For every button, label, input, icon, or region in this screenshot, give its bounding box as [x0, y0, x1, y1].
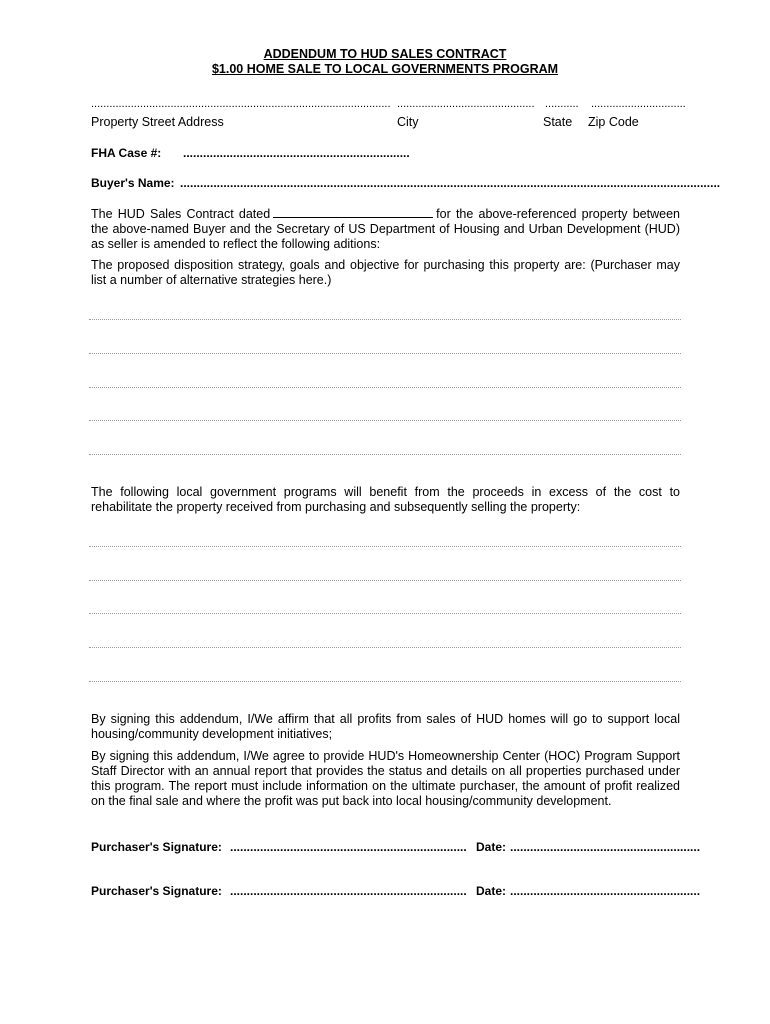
purchaser-signature-label: Purchaser's Signature:	[91, 840, 222, 854]
strategy-line[interactable]	[89, 387, 681, 388]
street-address-field[interactable]: ..................................................................................................	[91, 98, 391, 110]
fha-case-field[interactable]: ....................................................................	[183, 146, 410, 160]
strategy-line[interactable]	[89, 319, 681, 320]
programs-paragraph: The following local government programs will benefit from the proceeds in excess of the cost to rehabilitate the property received from purchasing and subsequently selling the property:	[91, 485, 680, 514]
signature-date-field[interactable]: .........................................................	[510, 884, 701, 898]
strategy-line[interactable]	[89, 420, 681, 421]
programs-line[interactable]	[89, 613, 681, 614]
city-field[interactable]: .............................................	[397, 98, 535, 110]
programs-line[interactable]	[89, 681, 681, 682]
purchaser-signature-label: Purchaser's Signature:	[91, 884, 222, 898]
programs-line[interactable]	[89, 580, 681, 581]
state-field[interactable]: ...........	[545, 98, 579, 110]
document-title-line-1: ADDENDUM TO HUD SALES CONTRACT	[263, 47, 507, 61]
programs-line[interactable]	[89, 647, 681, 648]
buyer-name-label: Buyer's Name:	[91, 176, 175, 190]
fha-case-label: FHA Case #:	[91, 146, 162, 160]
strategy-line[interactable]	[89, 454, 681, 455]
contract-date-field[interactable]	[273, 206, 433, 218]
signature-date-label: Date:	[476, 884, 507, 898]
city-label: City	[397, 115, 419, 129]
buyer-name-field[interactable]: ..................................................................................................................................................................	[180, 176, 721, 190]
programs-line[interactable]	[89, 546, 681, 547]
contract-paragraph: The HUD Sales Contract dated for the above-referenced property between the above-named Buyer and the Secretary of US Department of Housing and Urban Development (HUD) as seller is amended to reflect the following aditions:	[91, 207, 680, 251]
purchaser-signature-field[interactable]: .......................................................................	[230, 884, 467, 898]
report-paragraph: By signing this addendum, I/We agree to provide HUD's Homeownership Center (HOC) Program Support Staff Director with an annual report that provides the status and details on all properties purchased under this program. The report must include information on the ultimate purchaser, the amount of profit realized on the final sale and where the profit was put back into local housing/community development.	[91, 749, 680, 808]
street-address-label: Property Street Address	[91, 115, 224, 129]
zip-code-field[interactable]: ...............................	[591, 98, 686, 110]
state-label: State	[543, 115, 573, 129]
affirm-paragraph: By signing this addendum, I/We affirm that all profits from sales of HUD homes will go to support local housing/community development initiatives;	[91, 712, 680, 741]
document-title-line-2: $1.00 HOME SALE TO LOCAL GOVERNMENTS PROGRAM	[211, 62, 559, 76]
signature-date-field[interactable]: .........................................................	[510, 840, 701, 854]
zip-code-label: Zip Code	[588, 115, 639, 129]
strategy-line[interactable]	[89, 353, 681, 354]
strategy-paragraph: The proposed disposition strategy, goals and objective for purchasing this property are: (Purchaser may list a number of alternative strategies here.)	[91, 258, 680, 287]
signature-date-label: Date:	[476, 840, 507, 854]
purchaser-signature-field[interactable]: .......................................................................	[230, 840, 467, 854]
